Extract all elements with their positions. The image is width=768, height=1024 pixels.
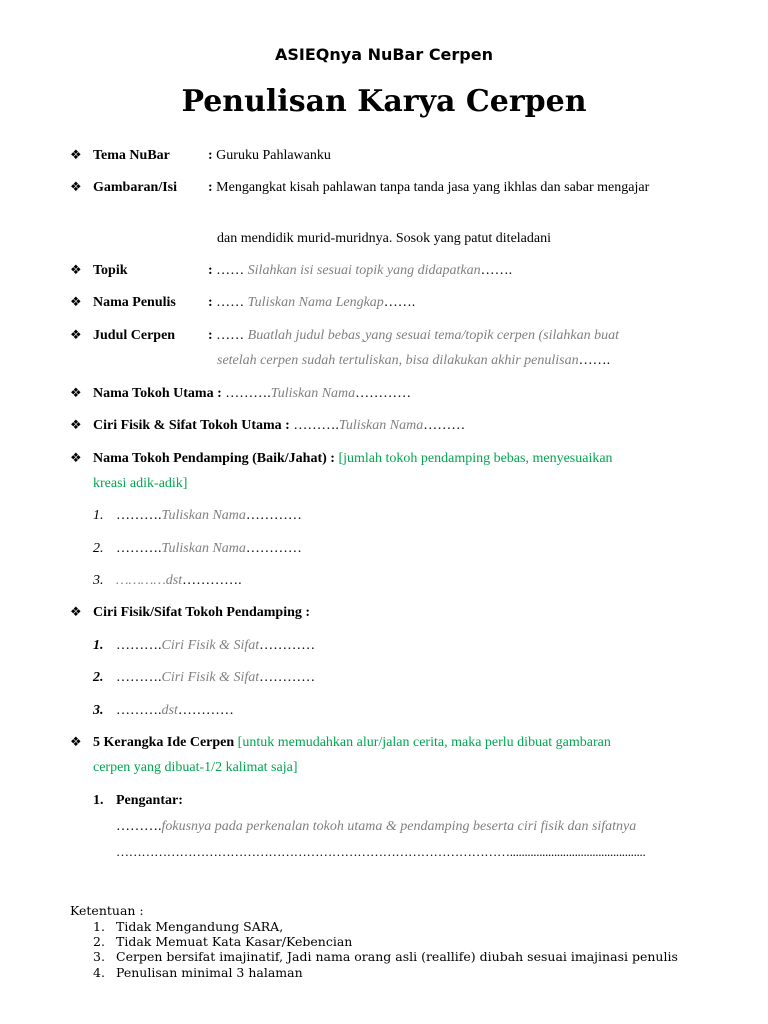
- list-item-text: ……….Ciri Fisik & Sifat…………: [116, 638, 316, 653]
- ketentuan-title: Ketentuan :: [70, 903, 144, 918]
- kerangka-item-dotted-line: …………………………………………………………………………………..............................................: [116, 844, 646, 859]
- bullet-icon: ❖: [70, 386, 82, 401]
- tokoh-utama-line: Nama Tokoh Utama : ……….Tuliskan Nama…………: [93, 386, 412, 401]
- list-item-text: ……….Tuliskan Nama…………: [116, 508, 302, 523]
- list-item: 1.: [93, 919, 105, 934]
- field-value-tema: : Guruku Pahlawanku: [208, 148, 331, 163]
- bullet-icon: ❖: [70, 263, 82, 278]
- list-item-text: ……….Tuliskan Nama…………: [116, 541, 302, 556]
- list-item: 2.: [93, 541, 104, 556]
- pendamping-heading: Nama Tokoh Pendamping (Baik/Jahat) : [jumlah tokoh pendamping bebas, menyesuaikan: [93, 451, 613, 466]
- field-value-judul-line2: setelah cerpen sudah tertuliskan, bisa dilakukan akhir penulisan…….: [217, 353, 611, 368]
- bullet-icon: ❖: [70, 451, 82, 466]
- list-item: 2.: [93, 934, 105, 949]
- bullet-icon: ❖: [70, 735, 82, 750]
- kerangka-item-label: Pengantar:: [116, 793, 183, 808]
- list-item-text: …………dst………….: [116, 573, 242, 588]
- ketentuan-item: Penulisan minimal 3 halaman: [116, 965, 303, 980]
- list-item: 4.: [93, 965, 105, 980]
- list-item: 1.: [93, 638, 104, 653]
- bullet-icon: ❖: [70, 418, 82, 433]
- field-value-judul: : …… Buatlah judul bebas¸yang sesuai tema/topik cerpen (silahkan buat: [208, 328, 619, 343]
- ketentuan-item: Tidak Memuat Kata Kasar/Kebencian: [116, 934, 353, 949]
- field-label-tema: Tema NuBar: [93, 148, 170, 163]
- list-item: 3.: [93, 573, 104, 588]
- field-label-gambaran: Gambaran/Isi: [93, 180, 178, 195]
- kerangka-heading: 5 Kerangka Ide Cerpen [untuk memudahkan alur/jalan cerita, maka perlu dibuat gambaran: [93, 735, 611, 750]
- ciri-pendamping-heading: Ciri Fisik/Sifat Tokoh Pendamping :: [93, 605, 311, 620]
- field-value-gambaran: : Mengangkat kisah pahlawan tanpa tanda jasa yang ikhlas dan sabar mengajar: [208, 180, 650, 195]
- document-header: ASIEQnya NuBar Cerpen: [275, 45, 493, 64]
- field-value-gambaran-line2: dan mendidik murid-muridnya. Sosok yang patut diteladani: [217, 231, 551, 246]
- kerangka-item-text: ……….fokusnya pada perkenalan tokoh utama & pendamping beserta ciri fisik dan sifatnya: [116, 819, 637, 834]
- bullet-icon: ❖: [70, 295, 82, 310]
- bullet-icon: ❖: [70, 605, 82, 620]
- ketentuan-item: Cerpen bersifat imajinatif, Jadi nama orang asli (reallife) diubah sesuai imajinasi penulis: [116, 949, 678, 964]
- pendamping-note-line2: kreasi adik-adik]: [93, 476, 188, 491]
- list-item: 1.: [93, 508, 104, 523]
- bullet-icon: ❖: [70, 148, 82, 163]
- list-item-text: ……….dst…………: [116, 703, 234, 718]
- list-item: 2.: [93, 670, 104, 685]
- kerangka-note-line2: cerpen yang dibuat-1/2 kalimat saja]: [93, 760, 298, 775]
- field-label-topik: Topik: [93, 263, 128, 278]
- list-item-text: ……….Ciri Fisik & Sifat…………: [116, 670, 316, 685]
- list-item: 3.: [93, 703, 104, 718]
- field-value-nama-penulis: : …… Tuliskan Nama Lengkap…….: [208, 295, 416, 310]
- ciri-utama-line: Ciri Fisik & Sifat Tokoh Utama : ……….Tuliskan Nama………: [93, 418, 466, 433]
- field-label-judul: Judul Cerpen: [93, 328, 176, 343]
- list-item: 3.: [93, 949, 105, 964]
- bullet-icon: ❖: [70, 180, 82, 195]
- ketentuan-item: Tidak Mengandung SARA,: [116, 919, 284, 934]
- bullet-icon: ❖: [70, 328, 82, 343]
- field-value-topik: : …… Silahkan isi sesuai topik yang didapatkan…….: [208, 263, 513, 278]
- list-item: 1.: [93, 793, 104, 808]
- field-label-nama-penulis: Nama Penulis: [93, 295, 176, 310]
- document-title: Penulisan Karya Cerpen: [181, 84, 587, 119]
